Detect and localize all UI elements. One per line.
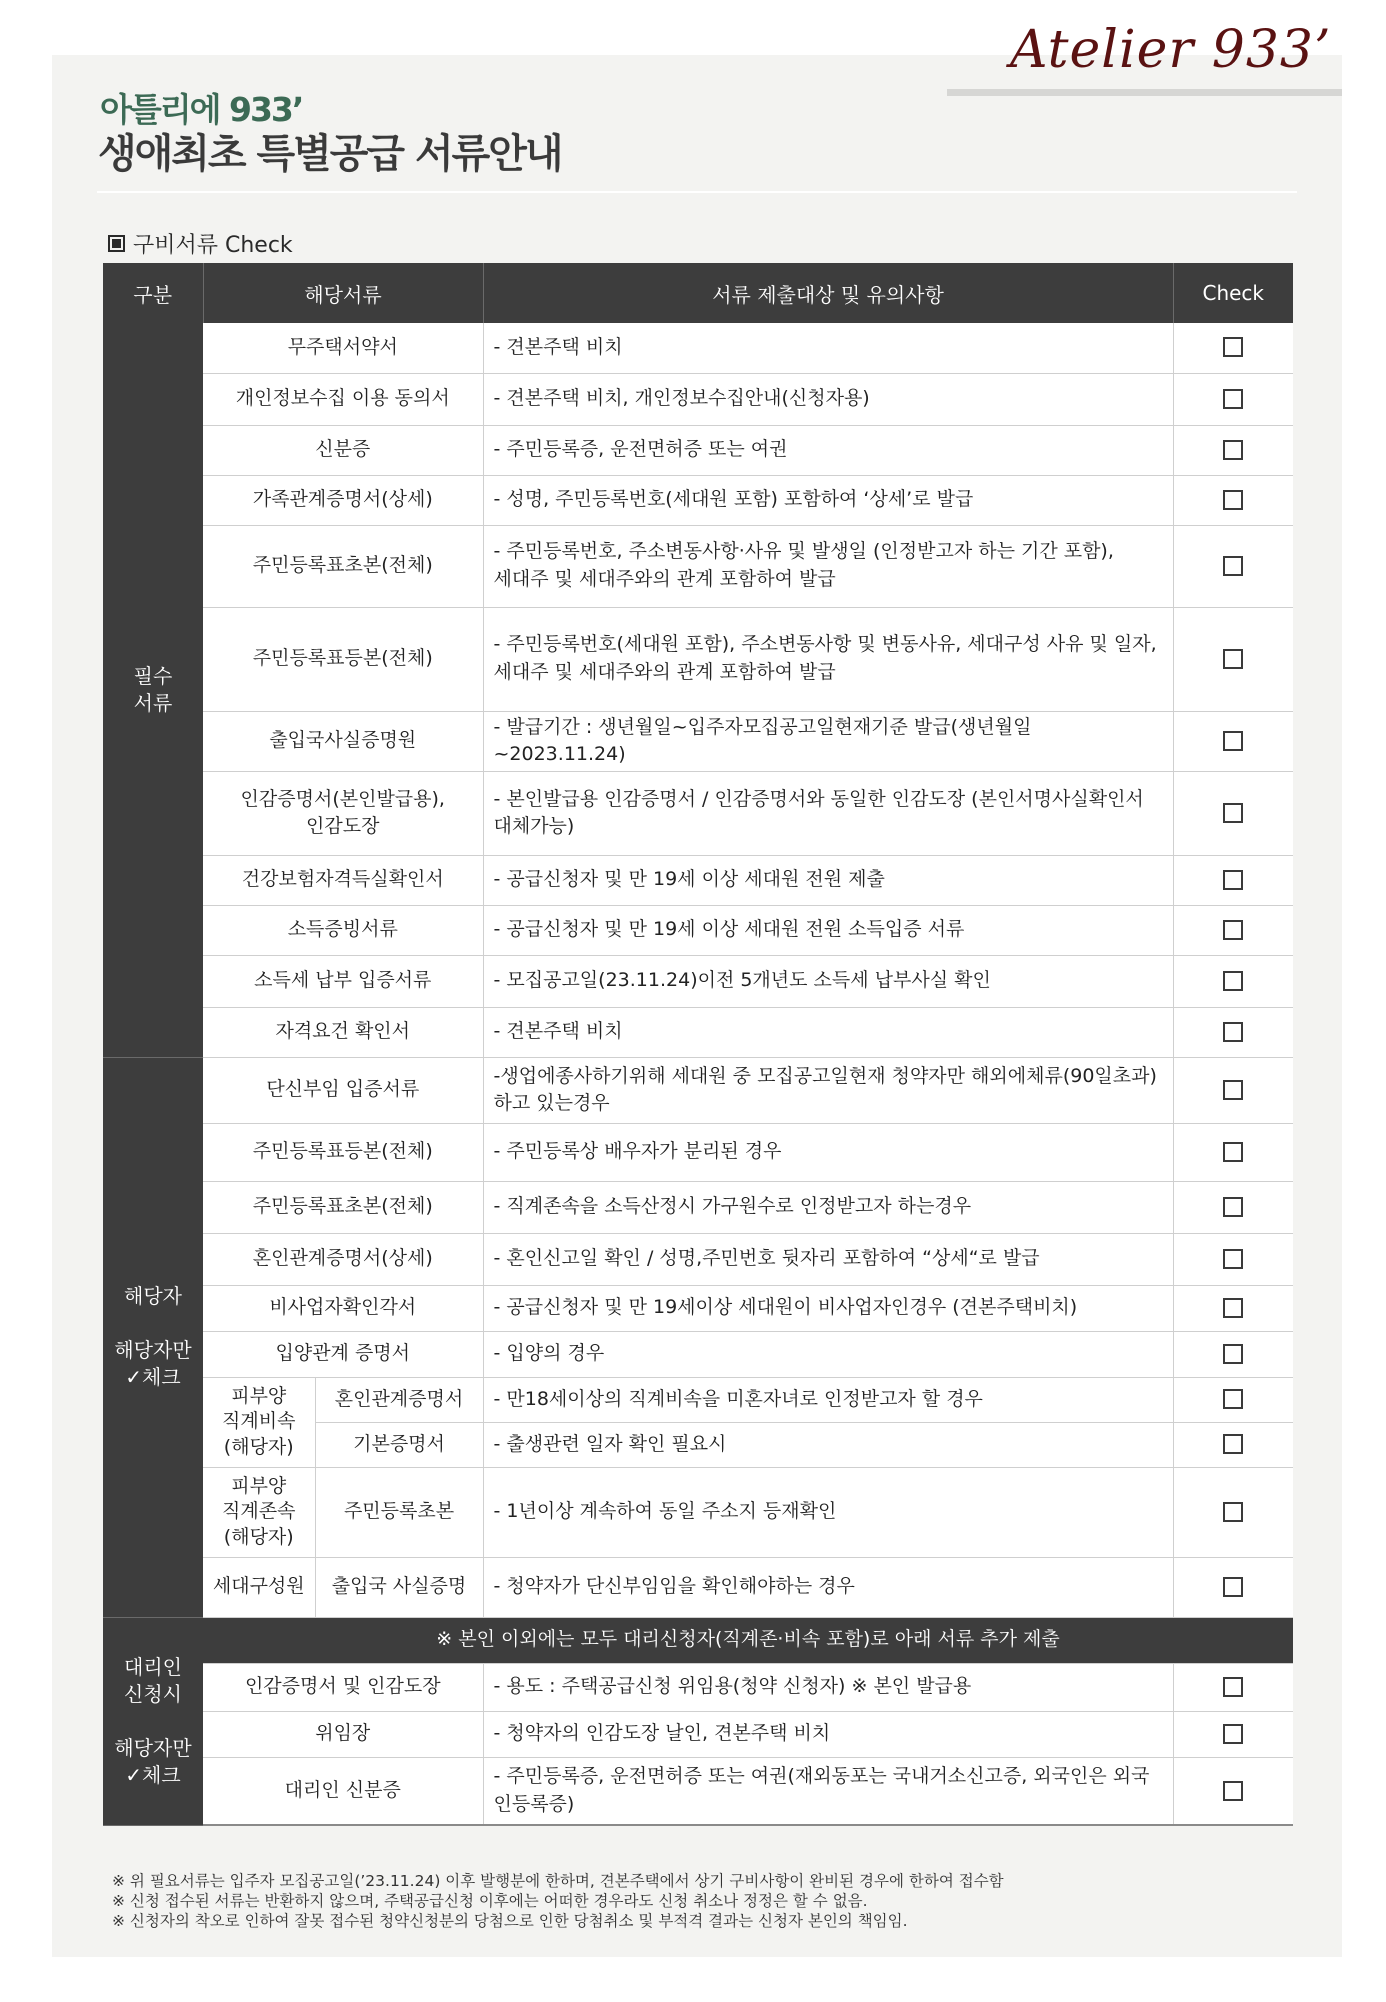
document-name: 단신부임 입증서류 — [203, 1057, 483, 1123]
check-cell — [1173, 1285, 1293, 1331]
document-note: - 본인발급용 인감증명서 / 인감증명서와 동일한 인감도장 (본인서명사실확인서 대체가능) — [483, 771, 1173, 855]
table-row — [103, 323, 1293, 373]
table-row — [103, 1663, 1293, 1711]
checkbox[interactable] — [1223, 971, 1243, 991]
checkbox[interactable] — [1223, 1344, 1243, 1364]
title-divider — [97, 191, 1297, 193]
document-note: - 만18세이상의 직계비속을 미혼자녀로 인정받고자 할 경우 — [483, 1377, 1173, 1422]
check-cell — [1173, 771, 1293, 855]
table-row — [103, 771, 1293, 855]
table-row — [103, 425, 1293, 475]
checkbox[interactable] — [1223, 1022, 1243, 1042]
check-cell — [1173, 373, 1293, 425]
table-row — [103, 1617, 1293, 1663]
document-name: 무주택서약서 — [203, 323, 483, 373]
logo-divider — [947, 89, 1342, 96]
checkbox[interactable] — [1223, 556, 1243, 576]
document-name: 소득세 납부 입증서류 — [203, 955, 483, 1007]
check-cell — [1173, 1181, 1293, 1233]
document-name: 입양관계 증명서 — [203, 1331, 483, 1377]
document-note: - 공급신청자 및 만 19세 이상 세대원 전원 제출 — [483, 855, 1173, 905]
document-name: 비사업자확인각서 — [203, 1285, 483, 1331]
document-note: - 주민등록번호, 주소변동사항·사유 및 발생일 (인정받고자 하는 기간 포함), 세대주 및 세대주와의 관계 포함하여 발급 — [483, 525, 1173, 607]
table-row — [103, 1711, 1293, 1757]
document-name: 인감증명서(본인발급용), 인감도장 — [203, 771, 483, 855]
checkbox[interactable] — [1223, 389, 1243, 409]
subgroup-ascendant: 피부양 직계존속 (해당자) — [203, 1467, 315, 1557]
document-note: - 공급신청자 및 만 19세 이상 세대원 전원 소득입증 서류 — [483, 905, 1173, 955]
table-row — [103, 955, 1293, 1007]
table-row — [103, 1233, 1293, 1285]
document-name: 주민등록표등본(전체) — [203, 1123, 483, 1181]
check-cell — [1173, 1233, 1293, 1285]
checkbox[interactable] — [1223, 1724, 1243, 1744]
table-row — [103, 607, 1293, 711]
checkbox[interactable] — [1223, 1781, 1243, 1801]
checkbox[interactable] — [1223, 870, 1243, 890]
document-note: - 성명, 주민등록번호(세대원 포함) 포함하여 ‘상세’로 발급 — [483, 475, 1173, 525]
category-applicable: 해당자 해당자만 ✓체크 — [103, 1057, 203, 1617]
document-note: - 주민등록증, 운전면허증 또는 여권 — [483, 425, 1173, 475]
category-agent: 대리인 신청시 해당자만 ✓체크 — [103, 1617, 203, 1825]
checkbox[interactable] — [1223, 649, 1243, 669]
title-subtitle: 아틀리에 933’ — [100, 90, 303, 129]
footnote: ※ 신청자의 착오로 인하여 잘못 접수된 청약신청분의 당첨으로 인한 당첨취소 및 부적격 결과는 신청자 본인의 책임임. — [112, 1912, 908, 1930]
document-name: 주민등록표초본(전체) — [203, 1181, 483, 1233]
page-title: 생애최초 특별공급 서류안내 — [98, 131, 562, 177]
document-note: - 용도 : 주택공급신청 위임용(청약 신청자) ※ 본인 발급용 — [483, 1663, 1173, 1711]
table-body — [103, 323, 1293, 1825]
document-checklist-table — [103, 263, 1293, 1826]
category-required: 필수 서류 — [103, 323, 203, 1057]
document-name: 출입국 사실증명 — [315, 1557, 483, 1617]
table-row — [103, 1467, 1293, 1557]
table-row — [103, 1181, 1293, 1233]
check-cell — [1173, 607, 1293, 711]
document-name: 가족관계증명서(상세) — [203, 475, 483, 525]
document-name: 출입국사실증명원 — [203, 711, 483, 771]
document-name: 주민등록표초본(전체) — [203, 525, 483, 607]
check-cell — [1173, 475, 1293, 525]
table-row — [103, 1557, 1293, 1617]
document-name: 주민등록표등본(전체) — [203, 607, 483, 711]
table-row — [103, 855, 1293, 905]
checkbox[interactable] — [1223, 337, 1243, 357]
checkbox[interactable] — [1223, 920, 1243, 940]
section-heading — [108, 228, 293, 259]
document-note: - 주민등록증, 운전면허증 또는 여권(재외동포는 국내거소신고증, 외국인은 외국 인등록증) — [483, 1757, 1173, 1825]
checkbox[interactable] — [1223, 440, 1243, 460]
check-cell — [1173, 1377, 1293, 1422]
check-cell — [1173, 1123, 1293, 1181]
check-cell — [1173, 1557, 1293, 1617]
checkbox[interactable] — [1223, 1677, 1243, 1697]
checkbox[interactable] — [1223, 490, 1243, 510]
check-cell — [1173, 855, 1293, 905]
check-cell — [1173, 1422, 1293, 1467]
document-note: - 공급신청자 및 만 19세이상 세대원이 비사업자인경우 (견본주택비치) — [483, 1285, 1173, 1331]
table-row — [103, 1123, 1293, 1181]
document-note: - 입양의 경우 — [483, 1331, 1173, 1377]
brand-logo: Atelier 933’ — [1010, 20, 1332, 80]
table-row — [103, 1377, 1293, 1422]
footnotes — [112, 1871, 1004, 1931]
document-name: 위임장 — [203, 1711, 483, 1757]
check-cell — [1173, 955, 1293, 1007]
document-note: - 청약자의 인감도장 날인, 견본주택 비치 — [483, 1711, 1173, 1757]
table-row — [103, 905, 1293, 955]
footnote: ※ 신청 접수된 서류는 반환하지 않으며, 주택공급신청 이후에는 어떠한 경우라도 신청 취소나 정정은 할 수 없음. — [112, 1892, 868, 1910]
checkbox[interactable] — [1223, 1080, 1243, 1100]
check-cell — [1173, 1007, 1293, 1057]
agent-notice: ※ 본인 이외에는 모두 대리신청자(직계존·비속 포함)로 아래 서류 추가 제출 — [203, 1617, 1293, 1663]
document-name: 기본증명서 — [315, 1422, 483, 1467]
document-note: - 모집공고일(23.11.24)이전 5개년도 소득세 납부사실 확인 — [483, 955, 1173, 1007]
check-cell — [1173, 425, 1293, 475]
document-name: 소득증빙서류 — [203, 905, 483, 955]
document-note: - 청약자가 단신부임임을 확인해야하는 경우 — [483, 1557, 1173, 1617]
check-cell — [1173, 1057, 1293, 1123]
header-check: Check — [1173, 263, 1293, 323]
document-note: -생업에종사하기위해 세대원 중 모집공고일현재 청약자만 해외에체류(90일초과) 하고 있는경우 — [483, 1057, 1173, 1123]
footnote: ※ 위 필요서류는 입주자 모집공고일(’23.11.24) 이후 발행분에 한하며, 견본주택에서 상기 구비사항이 완비된 경우에 한하여 접수함 — [112, 1872, 1004, 1890]
subgroup-household: 세대구성원 — [203, 1557, 315, 1617]
checkbox[interactable] — [1223, 1434, 1243, 1454]
document-note: - 1년이상 계속하여 동일 주소지 등재확인 — [483, 1467, 1173, 1557]
table-header-row — [103, 263, 1293, 323]
table-row — [103, 373, 1293, 425]
document-note: - 견본주택 비치 — [483, 1007, 1173, 1057]
document-note: - 주민등록번호(세대원 포함), 주소변동사항 및 변동사유, 세대구성 사유 및 일자, 세대주 및 세대주와의 관계 포함하여 발급 — [483, 607, 1173, 711]
document-note: - 발급기간 : 생년월일~입주자모집공고일현재기준 발급(생년월일~2023.11.24) — [483, 711, 1173, 771]
document-name: 혼인관계증명서 — [315, 1377, 483, 1422]
document-note: - 견본주택 비치, 개인정보수집안내(신청자용) — [483, 373, 1173, 425]
checkbox[interactable] — [1223, 1389, 1243, 1409]
table-row — [103, 1285, 1293, 1331]
checkbox[interactable] — [1223, 1577, 1243, 1597]
checkbox[interactable] — [1223, 1502, 1243, 1522]
checkbox[interactable] — [1223, 1249, 1243, 1269]
table-row — [103, 1007, 1293, 1057]
header-document: 해당서류 — [203, 263, 483, 323]
document-note: - 직계존속을 소득산정시 가구원수로 인정받고자 하는경우 — [483, 1181, 1173, 1233]
checkbox[interactable] — [1223, 1197, 1243, 1217]
checkbox[interactable] — [1223, 1142, 1243, 1162]
check-cell — [1173, 711, 1293, 771]
check-cell — [1173, 1467, 1293, 1557]
subgroup-descendant: 피부양 직계비속 (해당자) — [203, 1377, 315, 1467]
check-cell — [1173, 905, 1293, 955]
document-note: - 견본주택 비치 — [483, 323, 1173, 373]
check-cell — [1173, 525, 1293, 607]
document-note: - 주민등록상 배우자가 분리된 경우 — [483, 1123, 1173, 1181]
table-row — [103, 1331, 1293, 1377]
check-cell — [1173, 1331, 1293, 1377]
checkbox[interactable] — [1223, 731, 1243, 751]
document-name: 대리인 신분증 — [203, 1757, 483, 1825]
document-name: 신분증 — [203, 425, 483, 475]
check-cell — [1173, 1711, 1293, 1757]
table-row — [103, 1057, 1293, 1123]
document-name: 자격요건 확인서 — [203, 1007, 483, 1057]
document-name: 건강보험자격득실확인서 — [203, 855, 483, 905]
document-note: - 혼인신고일 확인 / 성명,주민번호 뒷자리 포함하여 “상세“로 발급 — [483, 1233, 1173, 1285]
checkbox[interactable] — [1223, 1298, 1243, 1318]
check-cell — [1173, 323, 1293, 373]
section-label: 구비서류 Check — [133, 233, 293, 258]
header-notes: 서류 제출대상 및 유의사항 — [483, 263, 1173, 323]
document-name: 개인정보수집 이용 동의서 — [203, 373, 483, 425]
document-name: 혼인관계증명서(상세) — [203, 1233, 483, 1285]
table-row — [103, 525, 1293, 607]
checkbox[interactable] — [1223, 803, 1243, 823]
table-row — [103, 1757, 1293, 1825]
document-note: - 출생관련 일자 확인 필요시 — [483, 1422, 1173, 1467]
table-row — [103, 475, 1293, 525]
check-cell — [1173, 1663, 1293, 1711]
table-row — [103, 711, 1293, 771]
document-name: 주민등록초본 — [315, 1467, 483, 1557]
filled-square-icon — [108, 235, 125, 252]
document-name: 인감증명서 및 인감도장 — [203, 1663, 483, 1711]
check-cell — [1173, 1757, 1293, 1825]
header-category: 구분 — [103, 263, 203, 323]
